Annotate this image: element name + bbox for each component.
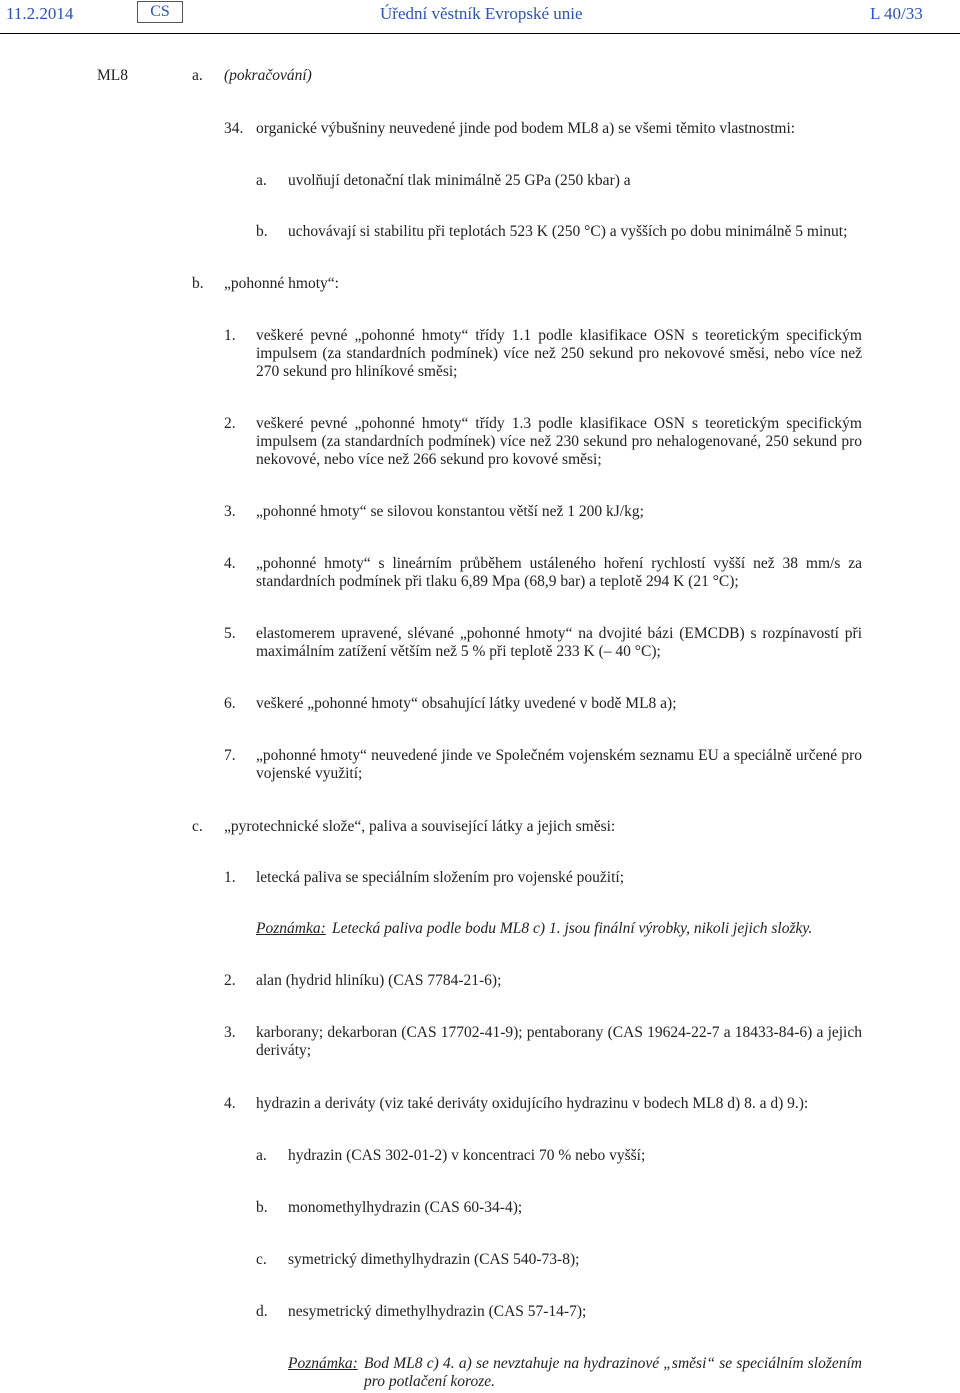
- item-number: b.: [192, 275, 204, 292]
- header-date: 11.2.2014: [6, 4, 74, 23]
- note-label: Poznámka:: [288, 1355, 358, 1372]
- note-text: Bod ML8 c) 4. a) se nevztahuje na hydrazinové „směsi“ se speciálním složením pro potlačení koroze.: [364, 1355, 862, 1390]
- section-code: ML8: [97, 67, 128, 84]
- item-text: uvolňují detonační tlak minimálně 25 GPa (250 kbar) a: [288, 172, 631, 189]
- item-text: „pohonné hmoty“ neuvedené jinde ve Společném vojenském seznamu EU a speciálně určené pro vojenské využití;: [256, 747, 862, 782]
- journal-title: Úřední věstník Evropské unie: [380, 4, 583, 23]
- note-label: Poznámka:: [256, 920, 326, 937]
- section-marker: a.: [192, 67, 203, 84]
- item-number: c.: [192, 818, 203, 835]
- item-number: b.: [256, 223, 268, 240]
- item-number: 7.: [224, 747, 236, 764]
- item-number: 4.: [224, 555, 236, 572]
- item-text: alan (hydrid hliníku) (CAS 7784-21-6);: [256, 972, 502, 989]
- item-text: veškeré pevné „pohonné hmoty“ třídy 1.1 podle klasifikace OSN s teoretickým specifickým impulsem (za standardních podmínek) více než 250 sekund pro nekovové směsi, nebo více než 270 sekund pro hliníkové směsi;: [256, 327, 862, 380]
- item-text: hydrazin a deriváty (viz také deriváty oxidujícího hydrazinu v bodech ML8 d) 8. a d) 9.):: [256, 1095, 809, 1112]
- item-number: 5.: [224, 625, 236, 642]
- item-number: 2.: [224, 415, 236, 432]
- item-text: „pyrotechnické slože“, paliva a související látky a jejich směsi:: [224, 818, 616, 835]
- item-text: letecká paliva se speciálním složením pro vojenské použití;: [256, 869, 625, 886]
- note-text: Letecká paliva podle bodu ML8 c) 1. jsou finální výrobky, nikoli jejich složky.: [332, 920, 813, 937]
- item-number: 3.: [224, 1024, 236, 1041]
- item-number: a.: [256, 1147, 267, 1164]
- item-text: symetrický dimethylhydrazin (CAS 540-73-8);: [288, 1251, 580, 1268]
- language-badge: CS: [137, 1, 183, 23]
- item-number: 6.: [224, 695, 236, 712]
- item-text: uchovávají si stabilitu při teplotách 523 K (250 °C) a vyšších po dobu minimálně 5 minut;: [288, 223, 848, 240]
- item-text: karborany; dekarboran (CAS 17702-41-9); pentaborany (CAS 19624-22-7 a 18433-84-6) a jejich deriváty;: [256, 1024, 862, 1059]
- item-number: 3.: [224, 503, 236, 520]
- header-divider: [0, 33, 960, 34]
- item-text: organické výbušniny neuvedené jinde pod bodem ML8 a) se všemi těmito vlastnostmi:: [256, 120, 796, 137]
- item-text: hydrazin (CAS 302-01-2) v koncentraci 70 % nebo vyšší;: [288, 1147, 646, 1164]
- item-text: „pohonné hmoty“ s lineárním průběhem ustáleného hoření rychlostí vyšší než 38 mm/s za standardních podmínek při tlaku 6,89 Mpa (68,9 bar) a teplotě 294 K (21 °C);: [256, 555, 862, 590]
- item-text: monomethylhydrazin (CAS 60-34-4);: [288, 1199, 523, 1216]
- item-number: b.: [256, 1199, 268, 1216]
- continuation-label: (pokračování): [224, 67, 312, 84]
- item-text: veškeré „pohonné hmoty“ obsahující látky uvedené v bodě ML8 a);: [256, 695, 677, 712]
- page-number: L 40/33: [870, 4, 923, 23]
- item-number: 4.: [224, 1095, 236, 1112]
- item-text: „pohonné hmoty“ se silovou konstantou větší než 1 200 kJ/kg;: [256, 503, 644, 520]
- item-number: 1.: [224, 869, 236, 886]
- item-number: a.: [256, 172, 267, 189]
- item-text: veškeré pevné „pohonné hmoty“ třídy 1.3 podle klasifikace OSN s teoretickým specifickým impulsem (za standardních podmínek) více než 230 sekund pro nehalogenované, 250 sekund pro nekovové, nebo více než 266 sekund pro kovové směsi;: [256, 415, 862, 468]
- item-number: c.: [256, 1251, 267, 1268]
- item-number: 34.: [224, 120, 244, 137]
- item-text: elastomerem upravené, slévané „pohonné hmoty“ na dvojité bázi (EMCDB) s rozpínavostí při maximálním zatížení větším než 5 % při teplotě 233 K (– 40 °C);: [256, 625, 862, 660]
- item-number: d.: [256, 1303, 268, 1320]
- item-text: „pohonné hmoty“:: [224, 275, 339, 292]
- item-text: nesymetrický dimethylhydrazin (CAS 57-14-7);: [288, 1303, 587, 1320]
- item-number: 1.: [224, 327, 236, 344]
- item-number: 2.: [224, 972, 236, 989]
